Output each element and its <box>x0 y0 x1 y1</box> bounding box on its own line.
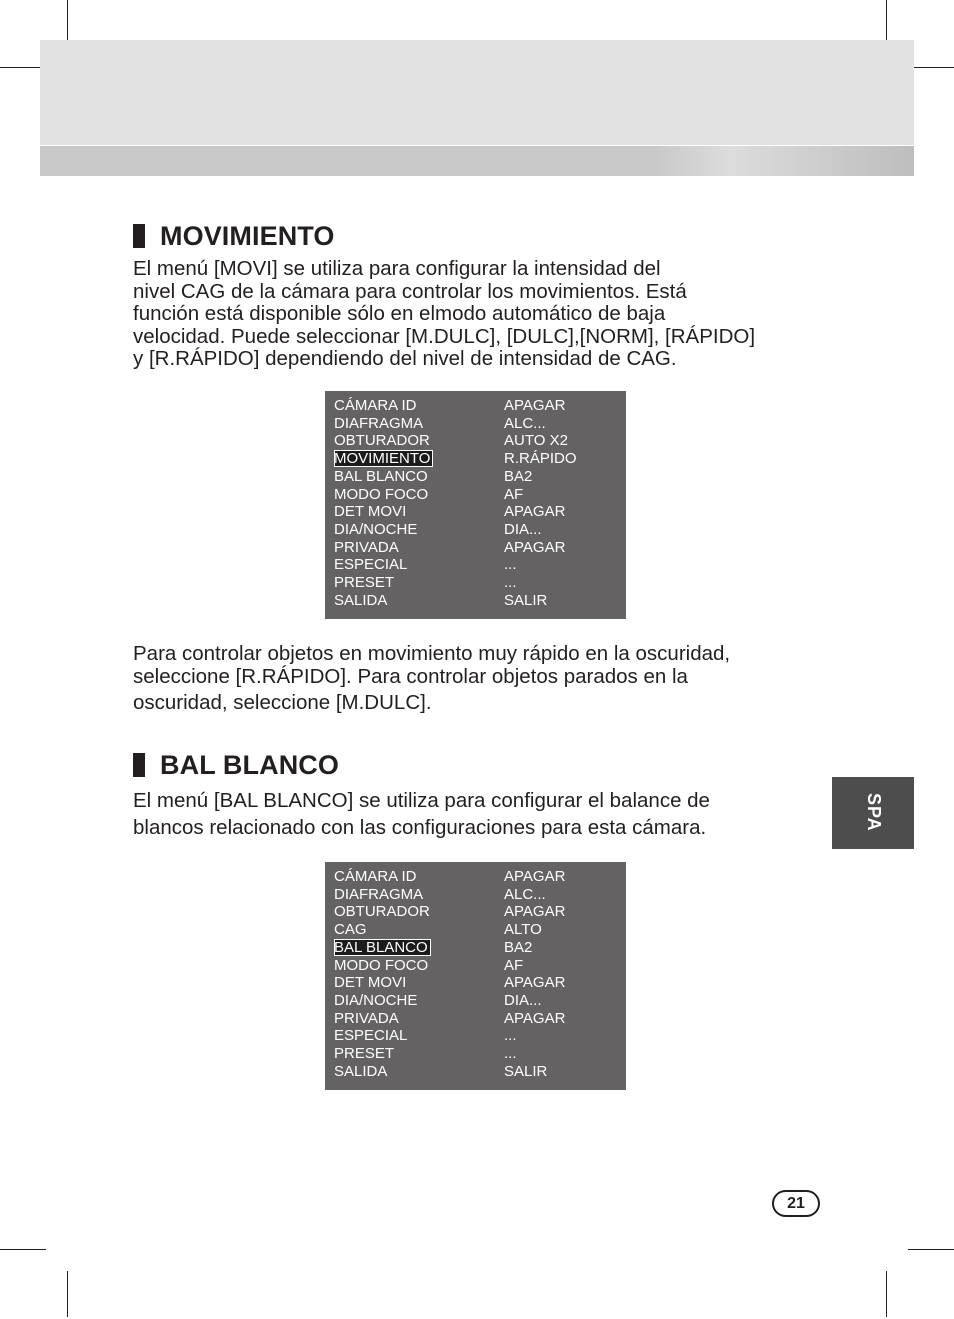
menu-item-label: ESPECIAL <box>334 556 408 574</box>
paragraph-line: oscuridad, seleccione [M.DULC]. <box>133 691 432 714</box>
menu-row <box>334 1010 620 1028</box>
crop-mark <box>0 1249 46 1250</box>
section-title-text: BAL BLANCO <box>160 749 339 780</box>
menu-item-value: AF <box>504 485 524 503</box>
menu-row <box>334 539 620 557</box>
menu-item-label: DIA/NOCHE <box>334 520 418 538</box>
paragraph-line: blancos relacionado con las configuraciones para esta cámara. <box>133 815 707 839</box>
language-tab <box>832 777 914 849</box>
header-band <box>40 40 914 145</box>
menu-row <box>334 556 620 574</box>
menu-row <box>334 468 620 486</box>
menu-item-label: CAG <box>334 921 367 939</box>
menu-item-value: APAGAR <box>504 1009 566 1027</box>
crop-mark <box>886 1271 887 1317</box>
menu-row <box>334 521 620 539</box>
title-bar-icon <box>133 753 145 777</box>
menu-item-value: APAGAR <box>504 903 566 921</box>
menu-row <box>334 974 620 992</box>
menu-row <box>334 415 620 433</box>
menu-item-label: PRESET <box>334 574 395 591</box>
menu-row <box>334 868 620 886</box>
menu-item-value: BA2 <box>504 938 533 956</box>
menu-item-label: MODO FOCO <box>334 485 429 503</box>
menu-item-value: DIA... <box>504 520 542 538</box>
menu-item-label: CÁMARA ID <box>334 397 417 414</box>
menu-item-value: APAGAR <box>504 974 566 992</box>
menu-row <box>334 592 620 610</box>
menu-item-value: ... <box>504 1027 517 1045</box>
menu-item-value: ALC... <box>504 414 546 432</box>
menu-item-label: DIAFRAGMA <box>334 885 424 903</box>
language-tab-label: SPA <box>864 793 884 832</box>
menu-row <box>334 992 620 1010</box>
page-number: 21 <box>772 1190 820 1217</box>
menu-item-value: DIA... <box>504 991 542 1009</box>
menu-item-label: OBTURADOR <box>334 432 430 450</box>
menu-row <box>334 432 620 450</box>
menu-item-value: ... <box>504 556 517 574</box>
menu-item-value: ALTO <box>504 921 542 939</box>
menu-item-label: DIA/NOCHE <box>334 991 418 1009</box>
menu-item-label: DIAFRAGMA <box>334 414 424 432</box>
menu-row <box>334 939 620 957</box>
header-stripe <box>40 146 914 176</box>
paragraph-line: velocidad. Puede seleccionar [M.DULC], [DULC],[NORM], [RÁPIDO] <box>133 324 756 348</box>
menu-item-label: BAL BLANCO <box>334 467 428 485</box>
menu-row <box>334 450 620 468</box>
crop-mark <box>908 1249 954 1250</box>
osd-menu-bal-blanco <box>325 862 626 1090</box>
paragraph-line: nivel CAG de la cámara para controlar los movimientos. Está <box>133 279 687 303</box>
paragraph-line: El menú [BAL BLANCO] se utiliza para configurar el balance de <box>133 789 710 812</box>
menu-row <box>334 886 620 904</box>
section-title-movimiento <box>133 220 335 252</box>
menu-item-value: SALIR <box>504 1062 548 1080</box>
menu-row <box>334 574 620 592</box>
menu-item-value: ALC... <box>504 885 546 903</box>
paragraph-line: El menú [MOVI] se utiliza para configurar la intensidad del <box>133 257 661 280</box>
menu-item-value: APAGAR <box>504 397 566 414</box>
menu-item-value: APAGAR <box>504 538 566 556</box>
crop-mark <box>67 1271 68 1317</box>
menu-row <box>334 903 620 921</box>
menu-item-value: R.RÁPIDO <box>504 450 577 468</box>
menu-item-value: ... <box>504 574 517 591</box>
menu-item-value: AF <box>504 956 524 974</box>
paragraph-line: Para controlar objetos en movimiento muy rápido en la oscuridad, <box>133 642 731 665</box>
menu-item-value: SALIR <box>504 591 548 609</box>
menu-item-label: SALIDA <box>334 1062 388 1080</box>
title-bar-icon <box>133 224 145 248</box>
menu-row <box>334 1027 620 1045</box>
section2-paragraph <box>133 790 710 839</box>
menu-item-label: ESPECIAL <box>334 1027 408 1045</box>
menu-item-label: SALIDA <box>334 591 388 609</box>
menu-item-label: PRESET <box>334 1045 395 1062</box>
menu-row <box>334 1063 620 1081</box>
section1-paragraph <box>133 258 755 371</box>
section1-after-paragraph <box>133 643 730 715</box>
menu-item-value: ... <box>504 1045 517 1062</box>
menu-row <box>334 503 620 521</box>
menu-item-label: PRIVADA <box>334 1009 399 1027</box>
crop-mark <box>908 67 954 68</box>
menu-item-value: AUTO X2 <box>504 432 568 450</box>
section-title-text: MOVIMIENTO <box>160 220 335 251</box>
paragraph-line: y [R.RÁPIDO] dependiendo del nivel de intensidad de CAG. <box>133 347 677 370</box>
section-title-bal-blanco <box>133 749 339 781</box>
menu-row <box>334 921 620 939</box>
menu-row <box>334 486 620 504</box>
paragraph-line: función está disponible sólo en elmodo automático de baja <box>133 302 666 325</box>
menu-row <box>334 957 620 975</box>
menu-item-label: MODO FOCO <box>334 956 429 974</box>
menu-item-label: CÁMARA ID <box>334 868 417 885</box>
osd-menu-movimiento <box>325 391 626 619</box>
menu-item-value: APAGAR <box>504 868 566 885</box>
menu-item-label: PRIVADA <box>334 538 399 556</box>
menu-item-value: APAGAR <box>504 503 566 521</box>
menu-row <box>334 397 620 415</box>
menu-item-value: BA2 <box>504 467 533 485</box>
menu-item-label: DET MOVI <box>334 974 407 992</box>
paragraph-line: seleccione [R.RÁPIDO]. Para controlar objetos parados en la <box>133 664 688 688</box>
menu-item-label: DET MOVI <box>334 503 407 521</box>
menu-item-label-selected: BAL BLANCO <box>334 939 431 956</box>
menu-item-label-selected: MOVIMIENTO <box>334 450 433 467</box>
menu-item-label: OBTURADOR <box>334 903 430 921</box>
menu-row <box>334 1045 620 1063</box>
